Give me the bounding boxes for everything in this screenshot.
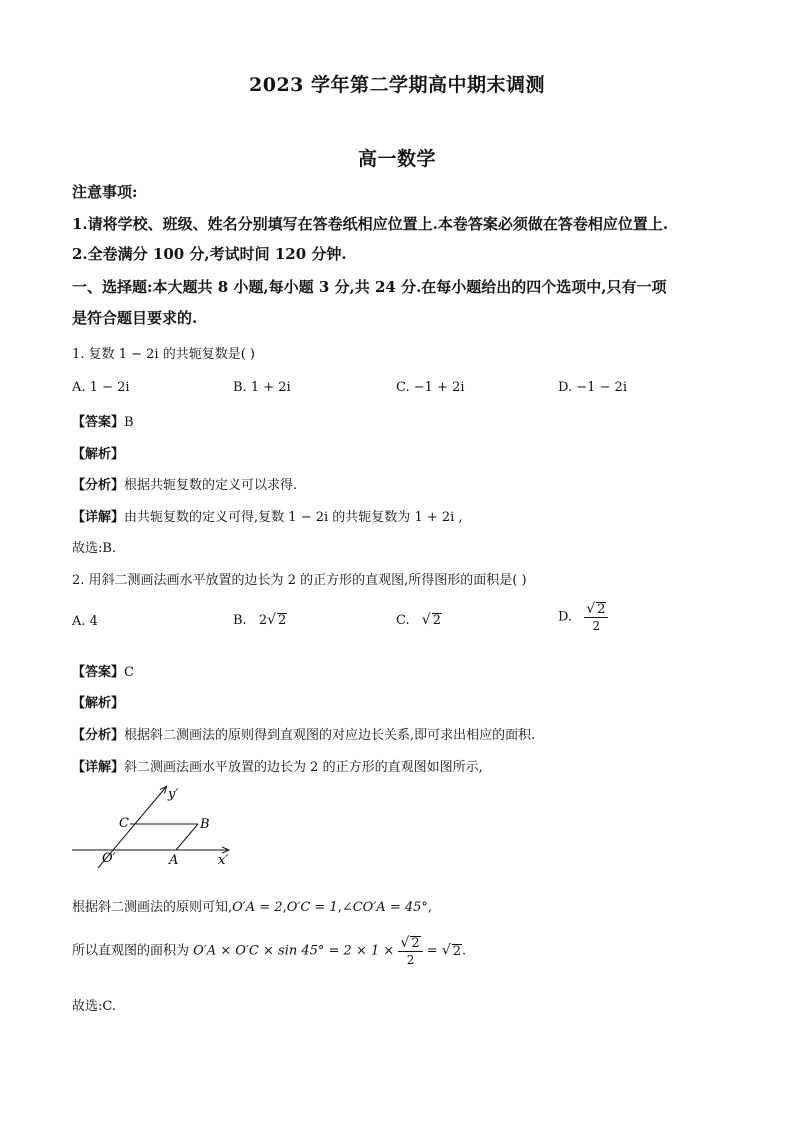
q1-option-a-label: A.: [72, 380, 86, 395]
q2-principle-eq-1: O′A = 2: [232, 900, 283, 915]
q1-option-d-value: −1 − 2i: [576, 380, 627, 395]
q2-answer-tag: 【答案】: [72, 665, 125, 680]
q1-detail-expr-1: 1 − 2i: [288, 510, 329, 525]
q2-area-end: .: [462, 943, 467, 959]
q2-option-d-label: D.: [558, 609, 573, 625]
q2-option-d-radicand: 2: [597, 602, 606, 617]
q2-principle-text: 根据斜二测画法的原则可知,: [72, 900, 233, 915]
q2-principle-sep-1: ,: [282, 900, 287, 915]
q2-principle-eq-3: ∠CO′A = 45°: [341, 900, 428, 915]
q2-principle: [72, 896, 432, 915]
q2-detail-num: 2: [310, 760, 319, 775]
q2-option-a: [72, 614, 98, 629]
q2-detail: [72, 756, 483, 775]
q2-analysis-heading: 【解析】: [72, 696, 125, 711]
q2-stem-a: 2. 用斜二测画法画水平放置的边长为: [72, 573, 284, 588]
q2-area-fraction-denominator: 2: [406, 953, 415, 968]
q2-fenxi-text: 根据斜二测画法的原则得到直观图的对应边长关系,即可求出相应的面积.: [124, 728, 536, 743]
q2-option-b: B. 2√ 2: [233, 612, 287, 628]
q2-area-fraction-radicand: 2: [411, 936, 420, 951]
label-a: A: [169, 853, 179, 868]
q1-detail-text-b: 的共轭复数为: [332, 510, 411, 525]
q2-option-b-radicand: 2: [278, 613, 287, 628]
q2-detail-text-b: 的正方形的直观图如图所示,: [322, 760, 483, 775]
q1-detail-text-c: ,: [458, 510, 463, 525]
q2-option-d: [558, 602, 608, 632]
q1-option-b: [233, 380, 291, 395]
q2-option-a-value: 4: [89, 614, 98, 629]
q2-area-equals: =: [426, 943, 438, 959]
q2-option-a-label: A.: [72, 614, 86, 629]
q1-detail-text-a: 由共轭复数的定义可得,复数: [124, 510, 285, 525]
oblique-projection-figure: [68, 782, 238, 872]
q2-area-expr: O′A × O′C × sin 45° = 2 × 1 ×: [193, 943, 395, 959]
q2-principle-end: ,: [427, 900, 433, 915]
q1-detail: [72, 506, 463, 525]
q1-detail-expr-2: 1 + 2i: [414, 510, 455, 525]
q1-fenxi-tag: 【分析】: [72, 478, 125, 493]
exam-subject: 高一数学: [357, 148, 436, 170]
q1-stem: [72, 343, 255, 362]
q1-option-a-value: 1 − 2i: [89, 380, 130, 395]
q1-answer: [72, 411, 134, 430]
section-1-instructions-line1: 一、选择题:本大题共 8 小题,每小题 3 分,共 24 分.在每小题给出的四个选项中,只有一项: [72, 278, 667, 296]
q2-option-d-fraction: $\frac{√ 2}{2}$: [584, 602, 608, 632]
q1-stem-expr: 1 − 2i: [118, 347, 159, 362]
notes-item-1: 1.请将学校、班级、姓名分别填写在答卷纸相应位置上.本卷答案必须做在答卷相应位置上.: [72, 215, 669, 233]
q2-answer: [72, 661, 134, 680]
q2-option-c: C. √ 2: [396, 612, 441, 628]
q2-principle-sep-2: ,: [337, 900, 342, 915]
q1-conclusion: 故选:B.: [72, 541, 117, 556]
q2-option-d-denominator: 2: [592, 619, 601, 634]
q1-option-b-label: B.: [233, 380, 247, 395]
q1-option-c-label: C.: [396, 380, 410, 395]
q2-stem: [72, 569, 527, 588]
q1-answer-value: B: [124, 415, 134, 430]
q1-stem-suffix: 的共轭复数是( ): [162, 347, 255, 362]
q2-principle-eq-2: O′C = 1: [286, 900, 338, 915]
q1-answer-tag: 【答案】: [72, 415, 125, 430]
q2-option-c-radicand: 2: [432, 613, 441, 628]
q2-option-c-label: C.: [396, 613, 410, 628]
label-o-prime: O′: [102, 851, 116, 866]
q1-stem-prefix: 1. 复数: [72, 347, 115, 362]
q2-area-fraction: $\frac{√ 2}{2}$: [398, 936, 422, 966]
notes-heading: 注意事项:: [72, 183, 138, 201]
segment-ba: [176, 824, 198, 850]
q2-area: 所以直观图的面积为 O′A × O′C × sin 45° = 2 × 1 × $\frac{√ 2}{2}$ = √ 2.: [72, 935, 467, 968]
q2-stem-num: 2: [287, 573, 296, 588]
q2-detail-text-a: 斜二测画法画水平放置的边长为: [124, 760, 307, 775]
exam-title: 2023 学年第二学期高中期末调测: [249, 74, 545, 96]
label-y-prime: y′: [168, 787, 179, 802]
q2-area-text: 所以直观图的面积为: [72, 943, 190, 959]
q2-option-b-label: B.: [233, 613, 247, 628]
q1-option-a: [72, 380, 130, 395]
q2-fenxi: [72, 724, 535, 743]
q1-detail-tag: 【详解】: [72, 510, 125, 525]
q2-stem-b: 的正方形的直观图,所得图形的面积是( ): [300, 573, 527, 588]
q2-area-result-radicand: 2: [452, 943, 462, 959]
q2-answer-value: C: [124, 665, 134, 680]
q2-fenxi-tag: 【分析】: [72, 728, 125, 743]
q1-fenxi-text: 根据共轭复数的定义可以求得.: [124, 478, 298, 493]
q1-option-b-value: 1 + 2i: [250, 380, 291, 395]
q1-option-c: [396, 380, 465, 395]
label-c: C: [119, 816, 129, 831]
q1-option-d-label: D.: [558, 380, 573, 395]
q2-option-b-coef: 2: [258, 613, 268, 628]
notes-item-2: 2.全卷满分 100 分,考试时间 120 分钟.: [72, 245, 347, 263]
q2-detail-tag: 【详解】: [72, 760, 125, 775]
label-x-prime: x′: [218, 853, 229, 868]
q1-analysis-heading: 【解析】: [72, 447, 125, 462]
q1-option-d: [558, 380, 627, 395]
section-1-instructions-line2: 是符合题目要求的.: [72, 309, 198, 327]
label-b: B: [200, 817, 210, 832]
q2-conclusion: 故选:C.: [72, 999, 116, 1014]
q1-option-c-value: −1 + 2i: [413, 380, 465, 395]
q1-fenxi: [72, 474, 297, 493]
